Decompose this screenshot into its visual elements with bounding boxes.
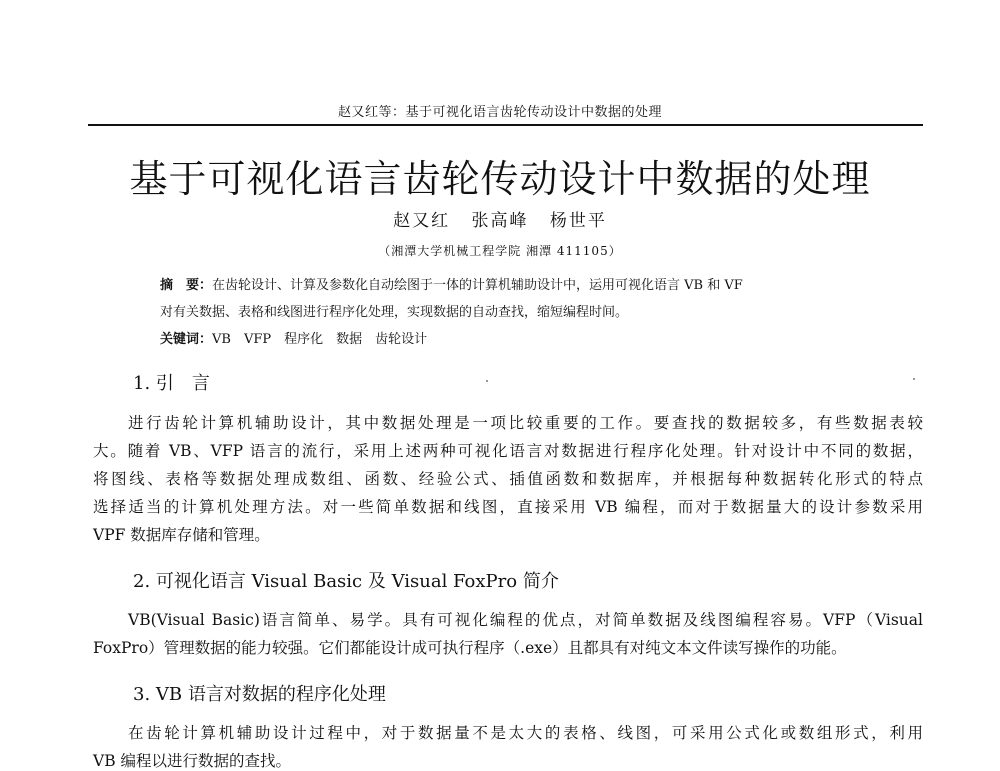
- body-line: 选择适当的计算机处理方法。对一些简单数据和线图，直接采用 VB 编程，而对于数据量大的设计参数采用: [93, 498, 923, 516]
- body-line: 将图线、表格等数据处理成数组、函数、经验公式、插值函数和数据库，并根据每种数据转化形式的特点: [93, 470, 923, 488]
- body-line: VB 编程以进行数据的查找。: [93, 752, 292, 770]
- authors: 赵又红 张高峰 杨世平: [393, 211, 607, 231]
- running-header: 赵又红等：基于可视化语言齿轮传动设计中数据的处理: [337, 105, 662, 120]
- paper-title: 基于可视化语言齿轮传动设计中数据的处理: [129, 157, 871, 201]
- abstract-text-1: 在齿轮设计、计算及参数化自动绘图于一体的计算机辅助设计中，运用可视化语言 VB 和 VF: [212, 278, 743, 293]
- body-line: 进行齿轮计算机辅助设计，其中数据处理是一项比较重要的工作。要查找的数据较多，有些数据表较: [128, 414, 923, 432]
- scan-speck: [486, 380, 488, 382]
- body-line: FoxPro）管理数据的能力较强。它们都能设计成可执行程序（.exe）且都具有对纯文本文件读写操作的功能。: [93, 639, 847, 657]
- scan-speck: [913, 378, 915, 380]
- abstract-line-2: [160, 301, 870, 320]
- keywords-line: [160, 328, 870, 347]
- abstract-line-1: [160, 274, 870, 293]
- body-line: 在齿轮计算机辅助设计过程中，对于数据量不是太大的表格、线图，可采用公式化或数组形式，利用: [128, 724, 923, 742]
- affiliation: （湘潭大学机械工程学院 湘潭 411105）: [378, 244, 622, 258]
- abstract-text-2: 对有关数据、表格和线图进行程序化处理，实现数据的自动查找，缩短编程时间。: [160, 305, 629, 320]
- section-heading-3: 3. VB 语言对数据的程序化处理: [133, 684, 386, 705]
- header-rule: [88, 124, 923, 126]
- body-line: 大。随着 VB、VFP 语言的流行，采用上述两种可视化语言对数据进行程序化处理。针对设计中不同的数据，: [93, 442, 923, 460]
- keywords-label: 关键词：: [160, 332, 213, 347]
- abstract-label: 摘 要：: [160, 278, 213, 293]
- body-line: VB(Visual Basic)语言简单、易学。具有可视化编程的优点，对简单数据及线图编程容易。VFP（Visual: [128, 611, 923, 629]
- section-heading-2: 2. 可视化语言 Visual Basic 及 Visual FoxPro 简介: [133, 571, 559, 592]
- section-heading-1: 1. 引 言: [133, 373, 210, 394]
- body-line: VPF 数据库存储和管理。: [93, 526, 270, 544]
- keywords-text: VB VFP 程序化 数据 齿轮设计: [212, 332, 428, 347]
